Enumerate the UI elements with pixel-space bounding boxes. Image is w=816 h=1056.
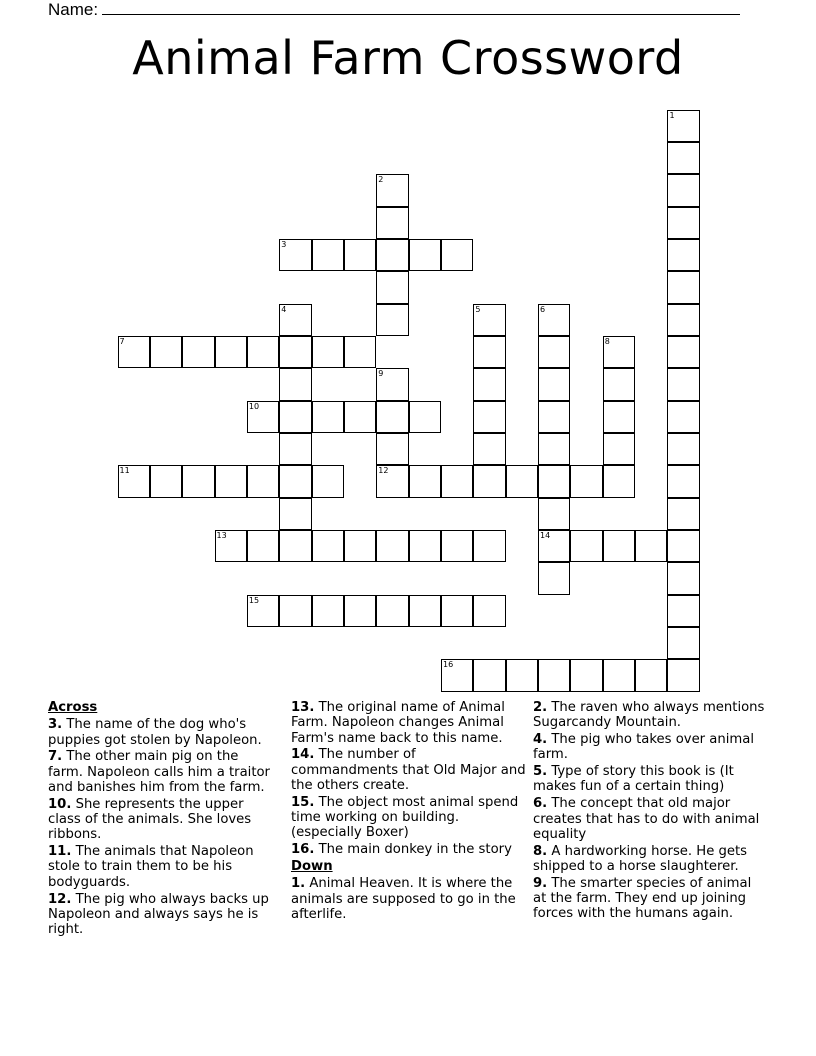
clue-item	[291, 876, 527, 922]
clue-column-2	[291, 700, 527, 924]
clue-item	[533, 700, 765, 731]
cell-number: 11	[119, 466, 130, 476]
grid-cell[interactable]	[312, 595, 344, 627]
clue-number: 11.	[48, 844, 72, 860]
grid-cell[interactable]	[409, 401, 441, 433]
grid-cell[interactable]	[603, 336, 635, 368]
grid-cell[interactable]	[312, 465, 344, 497]
cell-number: 12	[378, 466, 389, 476]
grid-cell[interactable]	[279, 239, 311, 271]
clue-item	[48, 892, 276, 938]
clue-number: 9.	[533, 875, 548, 891]
grid-cell[interactable]	[118, 465, 150, 497]
down-header: Down	[291, 858, 333, 874]
grid-cell[interactable]	[215, 465, 247, 497]
clue-text: The original name of Animal Farm. Napoleon changes Animal Farm's name back to this name.	[291, 700, 505, 746]
grid-cell[interactable]	[473, 530, 505, 562]
grid-cell[interactable]	[538, 465, 570, 497]
clue-number: 2.	[533, 700, 548, 715]
grid-cell[interactable]	[376, 368, 408, 400]
grid-cell[interactable]	[667, 110, 699, 142]
clue-item	[48, 717, 276, 748]
clue-item	[533, 732, 765, 763]
clue-number: 7.	[48, 749, 63, 765]
clue-text: The animals that Napoleon stole to train them to be his bodyguards.	[48, 844, 254, 890]
grid-cell[interactable]	[570, 659, 602, 691]
clue-text: A hardworking horse. He gets shipped to a horse slaughterer.	[533, 843, 748, 874]
grid-cell[interactable]	[441, 530, 473, 562]
grid-cell[interactable]	[473, 368, 505, 400]
cell-number: 9	[378, 369, 384, 379]
clue-text: The other main pig on the farm. Napoleon calls him a traitor and banishes him from the farm.	[48, 749, 270, 795]
grid-cell[interactable]	[376, 271, 408, 303]
clue-number: 15.	[291, 794, 315, 810]
grid-cell[interactable]	[441, 465, 473, 497]
grid-cell[interactable]	[376, 174, 408, 206]
clue-item	[48, 749, 276, 795]
grid-cell[interactable]	[409, 530, 441, 562]
across-clue-list	[48, 717, 276, 937]
cell-number: 15	[248, 595, 260, 605]
clue-item	[533, 796, 765, 842]
grid-cell[interactable]	[182, 336, 214, 368]
clue-item	[48, 844, 276, 890]
grid-cell[interactable]	[538, 659, 570, 691]
grid-cell[interactable]	[538, 304, 570, 336]
grid-cell[interactable]	[603, 659, 635, 691]
grid-cell[interactable]	[667, 368, 699, 400]
grid-cell[interactable]	[667, 433, 699, 465]
grid-cell[interactable]	[215, 530, 247, 562]
grid-cell[interactable]	[667, 401, 699, 433]
clue-text: The pig who always backs up Napoleon and always says he is right.	[48, 891, 269, 938]
grid-cell[interactable]	[182, 465, 214, 497]
grid-cell[interactable]	[376, 239, 408, 271]
grid-cell[interactable]	[667, 530, 699, 562]
grid-cell[interactable]	[279, 498, 311, 530]
grid-cell[interactable]	[538, 498, 570, 530]
grid-cell[interactable]	[603, 401, 635, 433]
grid-cell[interactable]	[376, 304, 408, 336]
clue-text: The concept that old major creates that has to do with animal equality	[533, 796, 760, 842]
clue-number: 5.	[533, 764, 548, 780]
grid-cell[interactable]	[215, 336, 247, 368]
grid-cell[interactable]	[570, 530, 602, 562]
cell-number: 13	[216, 531, 227, 541]
grid-cell[interactable]	[635, 530, 667, 562]
clue-item	[291, 747, 527, 793]
grid-cell[interactable]	[376, 207, 408, 239]
grid-cell[interactable]	[279, 368, 311, 400]
clue-item	[48, 797, 276, 843]
grid-cell[interactable]	[538, 562, 570, 594]
grid-cell[interactable]	[667, 142, 699, 174]
grid-cell[interactable]	[667, 498, 699, 530]
grid-cell[interactable]	[247, 465, 279, 497]
clue-text: The raven who always mentions Sugarcandy Mountain.	[533, 700, 765, 731]
clue-number: 6.	[533, 796, 548, 812]
cell-number: 16	[443, 660, 454, 670]
down-clue-list	[291, 876, 527, 922]
clue-number: 14.	[291, 747, 315, 763]
grid-cell[interactable]	[247, 401, 279, 433]
grid-cell[interactable]	[473, 465, 505, 497]
clue-number: 12.	[48, 891, 72, 907]
grid-cell[interactable]	[473, 659, 505, 691]
grid-cell[interactable]	[376, 530, 408, 562]
across-header: Across	[48, 700, 98, 715]
grid-cell[interactable]	[570, 465, 602, 497]
grid-cell[interactable]	[667, 207, 699, 239]
clue-number: 16.	[291, 842, 315, 858]
grid-cell[interactable]	[344, 595, 376, 627]
grid-cell[interactable]	[473, 595, 505, 627]
clue-item	[533, 844, 765, 875]
grid-cell[interactable]	[667, 239, 699, 271]
cell-number: 8	[604, 336, 610, 346]
grid-cell[interactable]	[376, 401, 408, 433]
grid-cell[interactable]	[667, 595, 699, 627]
grid-cell[interactable]	[667, 659, 699, 691]
clue-text: The name of the dog who's puppies got stolen by Napoleon.	[48, 717, 262, 748]
cell-number: 2	[378, 175, 384, 185]
clue-item	[533, 876, 765, 922]
cell-number: 7	[119, 336, 125, 346]
grid-cell[interactable]	[667, 336, 699, 368]
grid-cell[interactable]	[247, 595, 279, 627]
grid-cell[interactable]	[538, 336, 570, 368]
grid-cell[interactable]	[603, 465, 635, 497]
grid-cell[interactable]	[603, 368, 635, 400]
grid-cell[interactable]	[279, 304, 311, 336]
clue-number: 1.	[291, 876, 306, 892]
grid-cell[interactable]	[376, 433, 408, 465]
grid-cell[interactable]	[312, 336, 344, 368]
clue-column-3	[533, 700, 765, 923]
clue-number: 3.	[48, 717, 63, 733]
clue-text: The main donkey in the story	[314, 842, 512, 858]
grid-cell[interactable]	[150, 336, 182, 368]
grid-cell[interactable]	[312, 239, 344, 271]
grid-cell[interactable]	[376, 595, 408, 627]
clue-text: Animal Heaven. It is where the animals are supposed to go in the afterlife.	[291, 876, 516, 922]
grid-cell[interactable]	[118, 336, 150, 368]
grid-cell[interactable]	[667, 174, 699, 206]
grid-cell[interactable]	[473, 304, 505, 336]
grid-cell[interactable]	[538, 530, 570, 562]
cell-number: 6	[540, 304, 546, 314]
grid-cell[interactable]	[279, 336, 311, 368]
clue-number: 10.	[48, 796, 72, 812]
grid-cell[interactable]	[506, 465, 538, 497]
clue-text: The smarter species of animal at the farm. They end up joining forces with the humans again.	[533, 875, 752, 922]
down-clue-list-continued	[533, 700, 765, 922]
grid-cell[interactable]	[667, 304, 699, 336]
clue-text: The object most animal spend time working on building.(especially Boxer)	[291, 794, 519, 841]
grid-cell[interactable]	[603, 433, 635, 465]
clue-number: 8.	[533, 843, 548, 859]
clue-text: Type of story this book is (It makes fun of a certain thing)	[533, 764, 734, 795]
cell-number: 4	[281, 304, 287, 314]
grid-cell[interactable]	[409, 595, 441, 627]
clue-text: The pig who takes over animal farm.	[533, 732, 754, 763]
grid-cell[interactable]	[376, 465, 408, 497]
grid-cell[interactable]	[279, 595, 311, 627]
grid-cell[interactable]	[247, 530, 279, 562]
grid-cell[interactable]	[441, 239, 473, 271]
grid-cell[interactable]	[279, 401, 311, 433]
grid-cell[interactable]	[603, 530, 635, 562]
grid-cell[interactable]	[409, 465, 441, 497]
grid-cell[interactable]	[344, 401, 376, 433]
grid-cell[interactable]	[538, 401, 570, 433]
clue-text: She represents the upper class of the animals. She loves ribbons.	[48, 796, 252, 843]
grid-cell[interactable]	[441, 595, 473, 627]
clue-number: 13.	[291, 700, 315, 715]
grid-cell[interactable]	[635, 659, 667, 691]
clue-number: 4.	[533, 732, 548, 748]
cell-number: 10	[248, 401, 260, 411]
grid-cell[interactable]	[473, 433, 505, 465]
clue-item	[533, 764, 765, 795]
grid-cell[interactable]	[538, 368, 570, 400]
grid-cell[interactable]	[279, 433, 311, 465]
grid-cell[interactable]	[667, 562, 699, 594]
cell-number: 3	[281, 239, 287, 249]
grid-cell[interactable]	[279, 530, 311, 562]
grid-cell[interactable]	[279, 465, 311, 497]
clue-item	[291, 842, 527, 857]
grid-cell[interactable]	[409, 239, 441, 271]
grid-cell[interactable]	[667, 627, 699, 659]
cell-number: 14	[540, 531, 551, 541]
grid-cell[interactable]	[344, 336, 376, 368]
page-title: Animal Farm Crossword	[132, 31, 684, 85]
grid-cell[interactable]	[538, 433, 570, 465]
clue-column-1	[48, 700, 276, 939]
grid-cell[interactable]	[247, 336, 279, 368]
across-clue-list-continued	[291, 700, 527, 857]
grid-cell[interactable]	[473, 336, 505, 368]
grid-cell[interactable]	[150, 465, 182, 497]
name-label: Name:	[48, 0, 99, 19]
grid-cell[interactable]	[506, 659, 538, 691]
grid-cell[interactable]	[473, 401, 505, 433]
grid-cell[interactable]	[667, 271, 699, 303]
clue-item	[291, 700, 527, 746]
grid-cell[interactable]	[312, 530, 344, 562]
grid-cell[interactable]	[344, 239, 376, 271]
clue-text: The number of commandments that Old Major and the others create.	[291, 747, 526, 793]
cell-number: 1	[669, 110, 675, 120]
grid-cell[interactable]	[667, 465, 699, 497]
grid-cell[interactable]	[344, 530, 376, 562]
cell-number: 5	[475, 304, 481, 314]
grid-cell[interactable]	[312, 401, 344, 433]
grid-cell[interactable]	[441, 659, 473, 691]
clue-item	[291, 795, 527, 841]
